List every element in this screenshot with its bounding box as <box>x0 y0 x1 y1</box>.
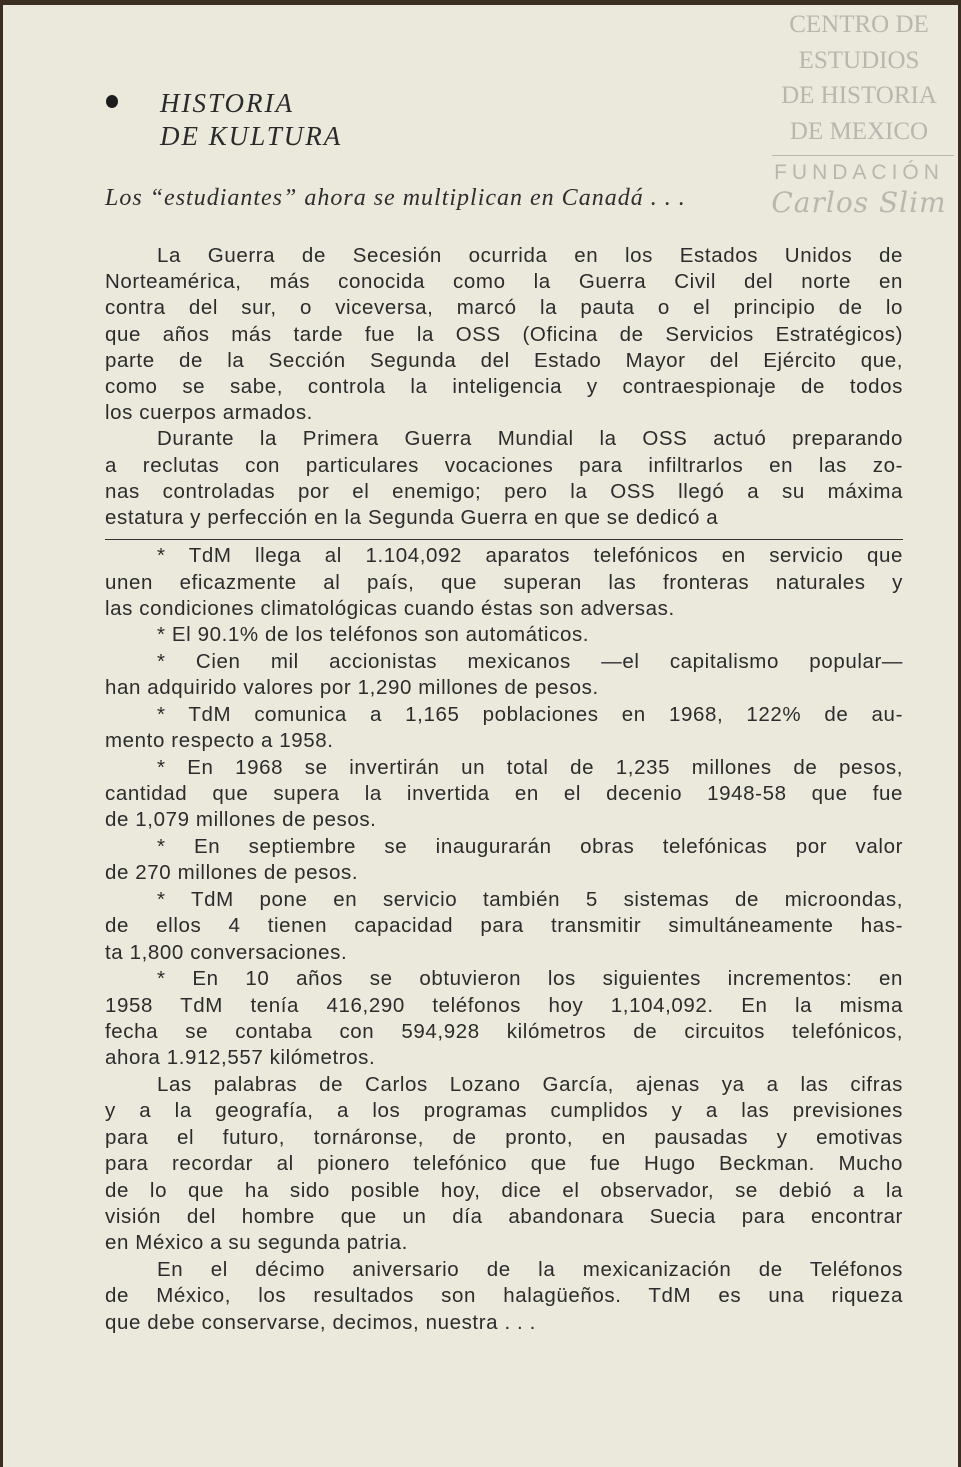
note-line: unen eficazmente al país, que superan las fronteras naturales y <box>105 570 903 594</box>
watermark-foundation: FUNDACIÓN <box>774 161 944 184</box>
section-heading <box>108 87 342 153</box>
note-line: cantidad que supera la invertida en el decenio 1948-58 que fue <box>105 782 903 805</box>
note-line: ahora 1.912,557 kilómetros. <box>105 1046 376 1070</box>
note-line: 1958 TdM tenía 416,290 teléfonos hoy 1,104,092. En la misma <box>105 993 903 1017</box>
main-paragraphs <box>105 243 903 531</box>
section-heading-line: HISTORIA <box>160 88 294 118</box>
paragraph-line: contra del sur, o viceversa, marcó la pauta o el principio de lo <box>105 296 903 320</box>
note-line: han adquirido valores por 1,290 millones de pesos. <box>105 676 599 700</box>
note-line: que debe conservarse, decimos, nuestra . . . <box>105 1310 536 1334</box>
note-line: de ellos 4 tienen capacidad para transmitir simultáneamente has- <box>105 914 903 938</box>
document-page <box>3 5 958 1467</box>
archive-watermark <box>764 7 954 218</box>
note-line: de lo que ha sido posible hoy, dice el observador, se debió a la <box>105 1178 903 1202</box>
note-line: de México, los resultados son halagüeños. TdM es una riqueza <box>105 1284 903 1308</box>
bullet-icon <box>106 95 118 108</box>
note-line: las condiciones climatológicas cuando éstas son adversas. <box>105 596 675 620</box>
paragraph-line: Durante la Primera Guerra Mundial la OSS actuó preparando <box>157 427 903 451</box>
paragraph-line: a reclutas con particulares vocaciones para infiltrarlos en las zo- <box>105 453 903 477</box>
paragraph-line: nas controladas por el enemigo; pero la OSS llegó a su máxima <box>105 479 903 503</box>
watermark-line: ESTUDIOS <box>798 46 920 74</box>
paragraph-line: los cuerpos armados. <box>105 401 313 425</box>
note-line: * TdM llega al 1.104,092 aparatos telefónicos en servicio que <box>157 544 903 568</box>
section-divider <box>105 539 903 540</box>
watermark-line: CENTRO DE <box>789 11 929 38</box>
article-body <box>105 243 903 1336</box>
note-line: * TdM comunica a 1,165 poblaciones en 1968, 122% de au- <box>157 702 903 726</box>
notes-list <box>105 543 903 1336</box>
paragraph-line: como se sabe, controla la inteligencia y contraespionaje de todos <box>105 374 903 398</box>
paragraph-line: Norteamérica, más conocida como la Guerra Civil del norte en <box>105 270 903 294</box>
note-line: de 270 millones de pesos. <box>105 861 359 885</box>
note-line: * En 10 años se obtuvieron los siguientes incrementos: en <box>157 967 903 991</box>
note-line: ta 1,800 conversaciones. <box>105 940 348 964</box>
note-line: fecha se contaba con 594,928 kilómetros de circuitos telefónicos, <box>105 1019 903 1043</box>
note-line: * TdM pone en servicio también 5 sistemas de microondas, <box>157 887 903 911</box>
paragraph-line: La Guerra de Secesión ocurrida en los Estados Unidos de <box>157 244 903 267</box>
note-line: visión del hombre que un día abandonara Suecia para encontrar <box>105 1205 903 1228</box>
note-line: Las palabras de Carlos Lozano García, ajenas ya a las cifras <box>157 1072 903 1096</box>
paragraph-line: que años más tarde fue la OSS (Oficina de Servicios Estratégicos) <box>105 322 903 346</box>
note-line: para el futuro, tornáronse, de pronto, en pausadas y emotivas <box>105 1125 903 1149</box>
note-line: en México a su segunda patria. <box>105 1231 408 1255</box>
watermark-line: DE MEXICO <box>789 117 929 145</box>
note-line: En el décimo aniversario de la mexicanización de Teléfonos <box>157 1257 903 1281</box>
note-line: mento respecto a 1958. <box>105 729 334 753</box>
note-line: de 1,079 millones de pesos. <box>105 808 377 832</box>
watermark-signature: Carlos Slim <box>771 186 947 219</box>
note-line: * El 90.1% de los teléfonos son automáticos. <box>157 623 590 647</box>
section-heading-line: DE KULTURA <box>160 121 343 151</box>
watermark-line: DE HISTORIA <box>781 82 937 109</box>
note-line: * En septiembre se inaugurarán obras telefónicas por valor <box>157 834 903 858</box>
watermark-divider <box>772 155 954 156</box>
paragraph-line: parte de la Sección Segunda del Estado Mayor del Ejército que, <box>105 348 903 372</box>
note-line: para recordar al pionero telefónico que fue Hugo Beckman. Mucho <box>105 1152 903 1176</box>
note-line: * En 1968 se invertirán un total de 1,235 millones de pesos, <box>157 755 903 779</box>
note-line: y a la geografía, a los programas cumplidos y a las previsiones <box>105 1099 903 1123</box>
paragraph-line: estatura y perfección en la Segunda Guerra en que se dedicó a <box>105 505 719 529</box>
article-subtitle: Los “estudiantes” ahora se multiplican en Canadá . . . <box>105 185 686 211</box>
note-line: * Cien mil accionistas mexicanos —el capitalismo popular— <box>157 649 903 673</box>
